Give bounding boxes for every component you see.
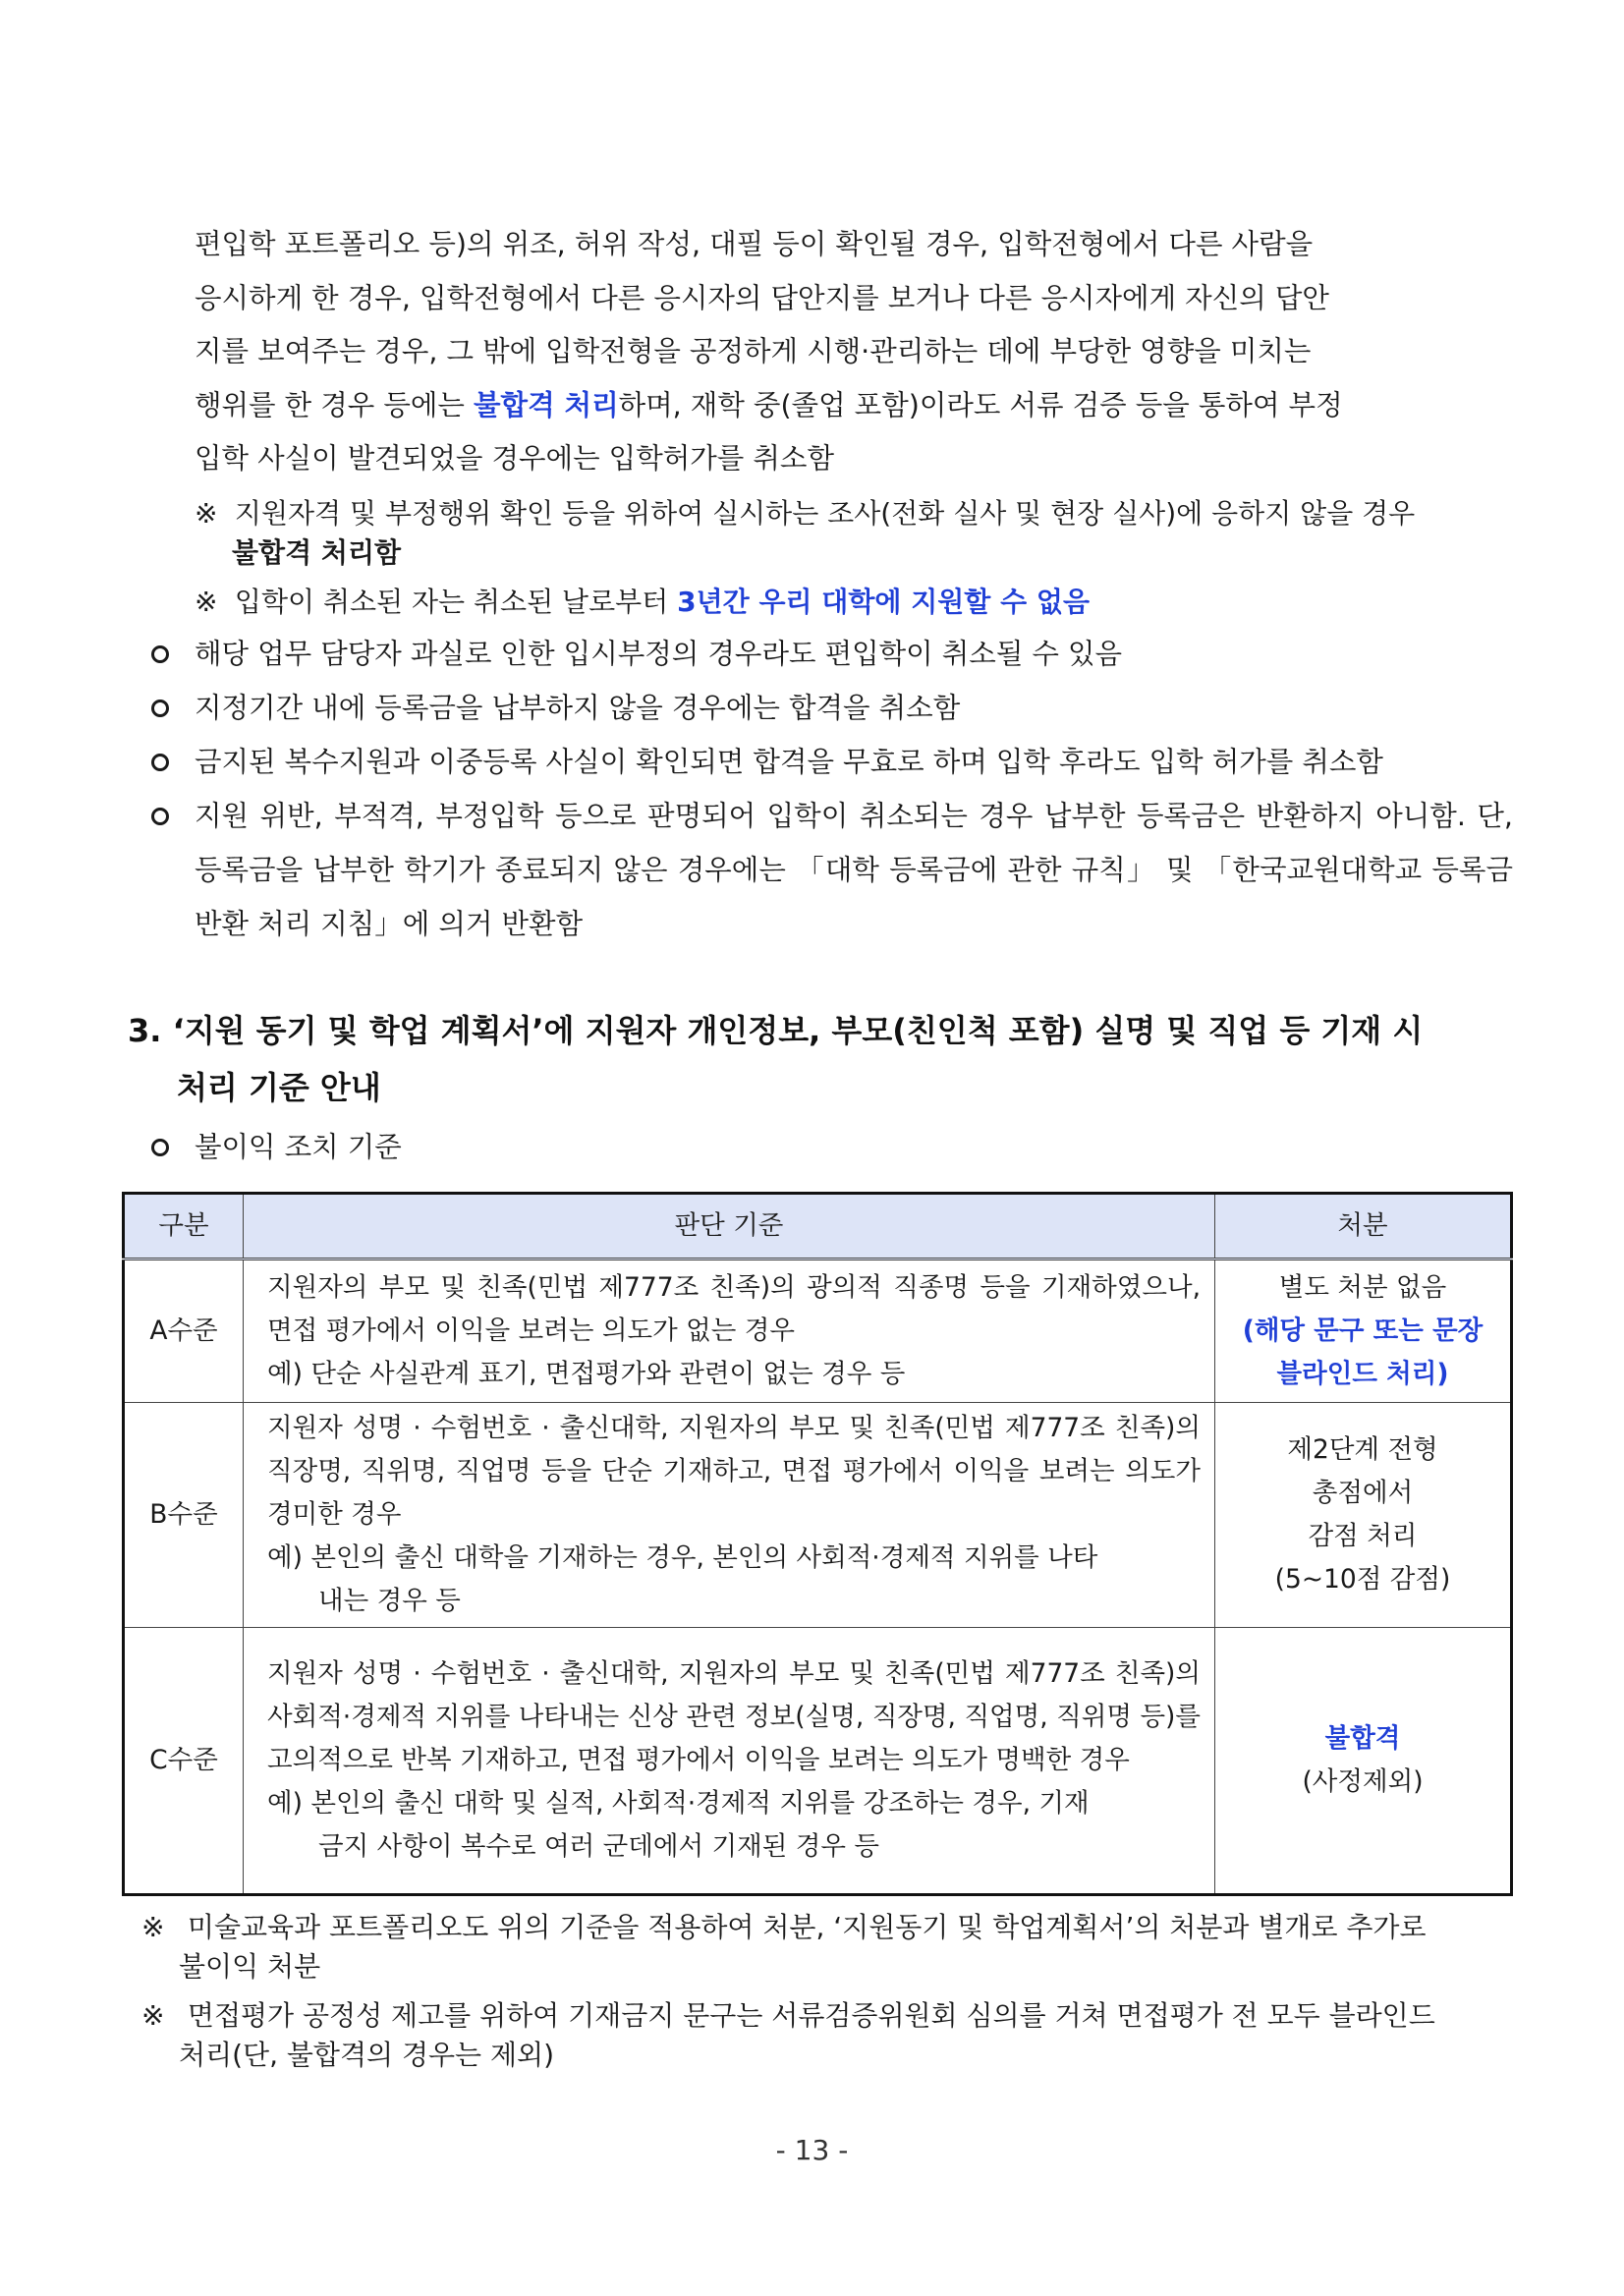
table-row-c	[124, 1628, 1512, 1895]
page-number: - 13 -	[775, 2134, 849, 2166]
intro-line-4c: 하며, 재학 중(졸업 포함)이라도 서류 검증 등을 통하여 부정	[618, 388, 1343, 421]
bullet-text: 지정기간 내에 등록금을 납부하지 않을 경우에는 합격을 취소함	[195, 692, 961, 724]
basis-text: 지원자 성명 · 수험번호 · 출신대학, 지원자의 부모 및 친족(민법 제777조 친족)의 직장명, 직위명, 직업명 등을 단순 기재하고, 면접 평가에서 이익을 보려는 의도가 경미한 경우	[267, 1413, 1201, 1530]
note-investigation	[195, 494, 1513, 573]
table-row-b	[124, 1403, 1512, 1628]
header-level: 구분	[124, 1194, 244, 1260]
basis-cell	[244, 1260, 1215, 1403]
header-disposition: 처분	[1215, 1194, 1512, 1260]
footnote-text-continued: 불이익 처분	[179, 1950, 321, 1983]
note-reapply-text: 입학이 취소된 자는 취소된 날로부터	[234, 586, 678, 618]
basis-example-continued: 금지 사항이 복수로 여러 군데에서 기재된 경우 등	[318, 1831, 879, 1862]
disposition-cell	[1215, 1403, 1512, 1628]
basis-example: 예) 단순 사실관계 표기, 면접평가와 관련이 없는 경우 등	[267, 1359, 906, 1389]
note-reapply-ban	[195, 583, 1513, 622]
section-3-heading-line-2: 처리 기준 안내	[177, 1069, 381, 1106]
footnote-text: 면접평가 공정성 제고를 위하여 기재금지 문구는 서류검증위원회 심의를 거쳐 면접평가 전 모두 블라인드	[187, 1999, 1435, 2032]
bullet-staff-error	[147, 627, 1513, 681]
footnote-art-portfolio	[141, 1908, 1515, 1987]
disposition-cell	[1215, 1628, 1512, 1895]
note-investigation-text: 지원자격 및 부정행위 확인 등을 위하여 실시하는 조사(전화 실사 및 현장 실사)에 응하지 않을 경우	[234, 497, 1416, 530]
section-3-heading-line-1: 3. ‘지원 동기 및 학업 계획서’에 지원자 개인정보, 부모(친인척 포함) 실명 및 직업 등 기재 시	[128, 1012, 1424, 1049]
note-investigation-result: 불합격 처리함	[232, 536, 402, 569]
bullet-circle-icon	[151, 1139, 169, 1156]
basis-cell	[244, 1628, 1215, 1895]
disposition-line: 제2단계 전형	[1287, 1434, 1438, 1465]
reference-mark: ※	[141, 1911, 165, 1943]
basis-example: 예) 본인의 출신 대학 및 실적, 사회적·경제적 지위를 강조하는 경우, 기재	[267, 1788, 1090, 1819]
disposition-line: 총점에서	[1312, 1478, 1414, 1508]
penalty-criteria-table	[122, 1192, 1513, 1896]
bullet-double-registration	[147, 735, 1513, 789]
reference-mark: ※	[195, 586, 218, 618]
bullet-text: 금지된 복수지원과 이중등록 사실이 확인되면 합격을 무효로 하며 입학 후라도 입학 허가를 취소함	[195, 746, 1383, 778]
note-reapply-highlight: 3년간 우리 대학에 지원할 수 없음	[677, 586, 1090, 618]
bullet-text: 불이익 조치 기준	[195, 1131, 402, 1163]
bullet-penalty-criteria	[147, 1120, 1513, 1174]
footnote-text-continued: 처리(단, 불합격의 경우는 제외)	[179, 2039, 555, 2071]
basis-cell	[244, 1403, 1215, 1628]
basis-example: 예) 본인의 출신 대학을 기재하는 경우, 본인의 사회적·경제적 지위를 나타	[267, 1542, 1098, 1573]
level-cell: B수준	[124, 1403, 244, 1628]
intro-line-3: 지를 보여주는 경우, 그 밖에 입학전형을 공정하게 시행·관리하는 데에 부당한 영향을 미치는	[195, 335, 1312, 367]
bullet-circle-icon	[151, 808, 169, 825]
intro-line-4a: 행위를 한 경우 등에는	[195, 388, 475, 421]
disposition-line: 감점 처리	[1308, 1521, 1418, 1551]
reference-mark: ※	[141, 1999, 165, 2032]
bullet-text: 해당 업무 담당자 과실로 인한 입시부정의 경우라도 편입학이 취소될 수 있음	[195, 638, 1123, 670]
basis-example-continued: 내는 경우 등	[318, 1586, 461, 1616]
intro-line-5: 입학 사실이 발견되었을 경우에는 입학허가를 취소함	[195, 442, 834, 475]
disposition-line: (5~10점 감점)	[1274, 1564, 1451, 1595]
header-basis: 판단 기준	[244, 1194, 1215, 1260]
intro-disqualify-highlight: 불합격 처리	[474, 388, 619, 421]
disposition-line: 블라인드 처리)	[1276, 1359, 1449, 1389]
bullet-circle-icon	[151, 754, 169, 771]
level-cell: C수준	[124, 1628, 244, 1895]
bullet-circle-icon	[151, 645, 169, 663]
bullet-text: 지원 위반, 부적격, 부정입학 등으로 판명되어 입학이 취소되는 경우 납부한 등록금은 반환하지 아니함. 단, 등록금을 납부한 학기가 종료되지 않은 경우에는 「대학 등록금에 관한 규칙」 및 「한국교원대학교 등록금 반환 처리 지침」에 의거 반환함	[195, 800, 1513, 940]
basis-text: 지원자 성명 · 수험번호 · 출신대학, 지원자의 부모 및 친족(민법 제777조 친족)의 사회적·경제적 지위를 나타내는 신상 관련 정보(실명, 직장명, 직업명, 직위명 등)를 고의적으로 반복 기재하고, 면접 평가에서 이익을 보려는 의도가 명백한 경우	[267, 1658, 1201, 1775]
bullet-refund	[147, 789, 1513, 951]
reference-mark: ※	[195, 497, 218, 530]
intro-line-2: 응시하게 한 경우, 입학전형에서 다른 응시자의 답안지를 보거나 다른 응시자에게 자신의 답안	[195, 281, 1329, 314]
table-row-a	[124, 1260, 1512, 1403]
disposition-line: 불합격	[1324, 1723, 1401, 1754]
section-3-heading	[128, 1002, 1515, 1116]
basis-text: 지원자의 부모 및 친족(민법 제777조 친족)의 광의적 직종명 등을 기재하였으나, 면접 평가에서 이익을 보려는 의도가 없는 경우	[267, 1272, 1201, 1346]
disposition-line: (사정제외)	[1302, 1766, 1424, 1797]
disposition-line: 별도 처분 없음	[1278, 1272, 1447, 1303]
footnote-text: 미술교육과 포트폴리오도 위의 기준을 적용하여 처분, ‘지원동기 및 학업계획서’의 처분과 별개로 추가로	[187, 1911, 1427, 1943]
disposition-line: (해당 문구 또는 문장	[1242, 1316, 1484, 1346]
disposition-cell	[1215, 1260, 1512, 1403]
intro-paragraph	[195, 218, 1511, 486]
bullet-circle-icon	[151, 700, 169, 717]
footnote-blind-processing	[141, 1996, 1515, 2075]
table-header-row	[124, 1194, 1512, 1260]
bullet-tuition-deadline	[147, 681, 1513, 735]
intro-line-1: 편입학 포트폴리오 등)의 위조, 허위 작성, 대필 등이 확인될 경우, 입학전형에서 다른 사람을	[195, 228, 1314, 260]
level-cell: A수준	[124, 1260, 244, 1403]
